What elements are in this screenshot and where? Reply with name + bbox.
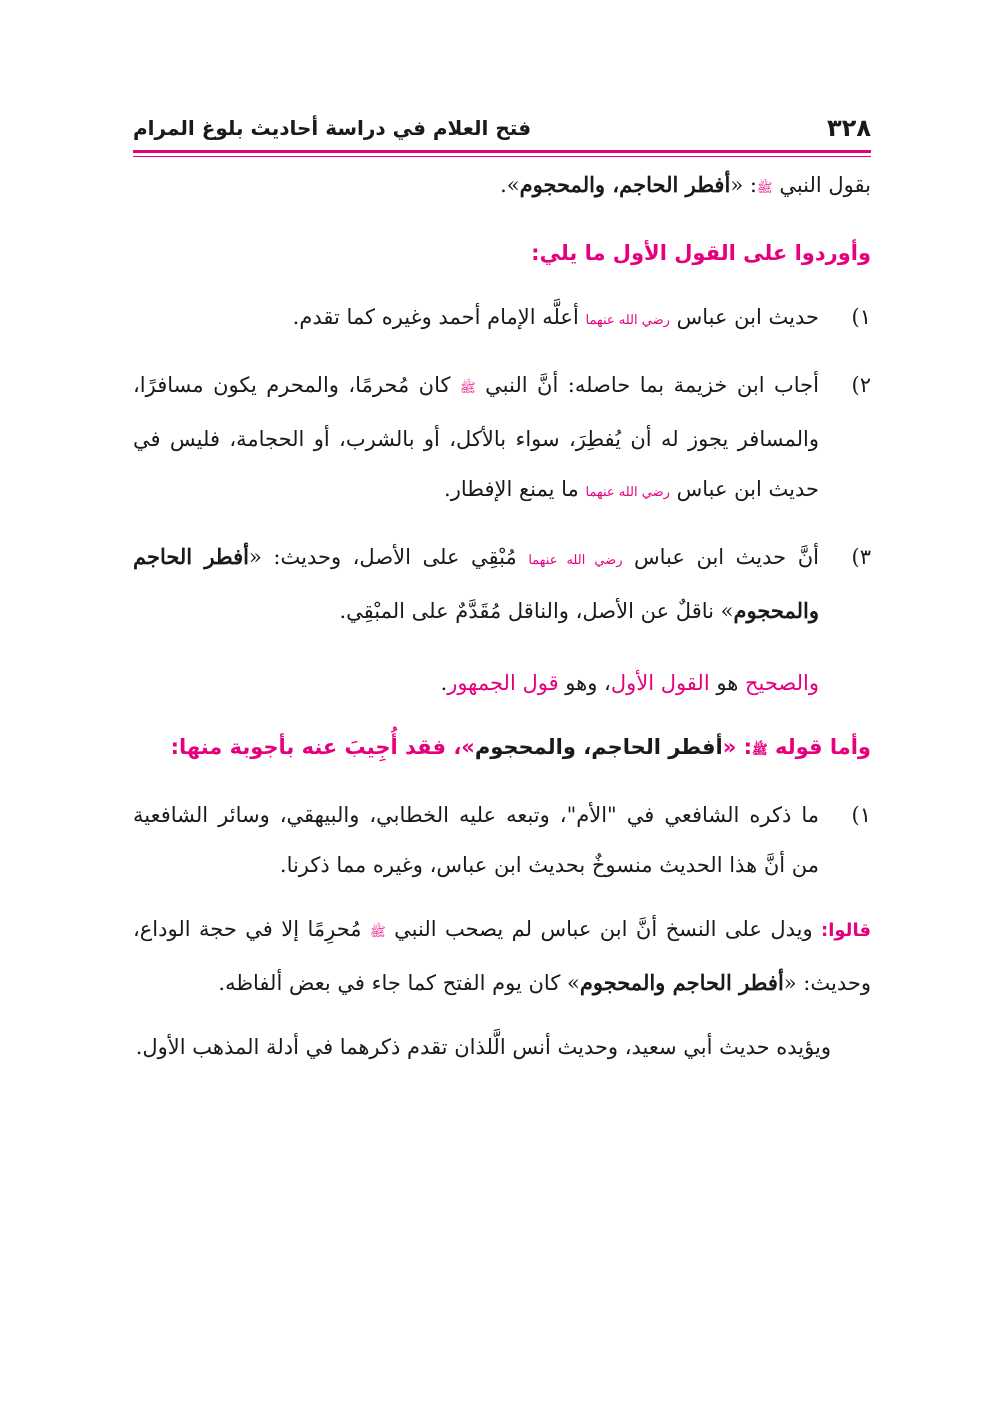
running-header bbox=[133, 112, 871, 148]
hadith-quote: أفطر الحاجم، والمحجوم bbox=[519, 172, 731, 197]
list-item: ٢) أجاب ابن خزيمة بما حاصله: أنَّ النبي ﷺ كان مُحرمًا، والمحرم يكون مسافرًا، والمسافر يجوز له أن يُفطِرَ، سواء بالأكل، أو بالشرب، أو الحجامة، فليس في حديث ابن عباس رضي الله عنهما ما يمنع الإفطار. bbox=[133, 360, 871, 518]
book-title: فتح العلام في دراسة أحاديث بلوغ المرام bbox=[133, 116, 532, 140]
honorific-ra-icon: رضي الله عنهما bbox=[585, 313, 670, 328]
header-rule-thin bbox=[133, 156, 871, 157]
section-heading-objections: وأوردوا على القول الأول ما يلي: bbox=[531, 241, 871, 265]
header-rule-thick bbox=[133, 150, 871, 153]
list-number: ١) bbox=[851, 305, 871, 329]
page-body bbox=[133, 160, 871, 1072]
list-item: ٣) أنَّ حديث ابن عباس رضي الله عنهما مُبْقِي على الأصل، وحديث: «أفطر الحاجم والمحجوم» ناقلٌ عن الأصل، والناقل مُقَدَّمٌ على المبْقِي. bbox=[133, 532, 871, 636]
list-number: ٣) bbox=[851, 545, 871, 569]
list-number: ٢) bbox=[851, 373, 871, 397]
honorific-saw-icon: ﷺ bbox=[369, 925, 386, 940]
hadith-quote: أفطر الحاجم والمحجوم bbox=[133, 544, 819, 623]
list-item: ١) حديث ابن عباس رضي الله عنهما أعلَّه الإمام أحمد وغيره كما تقدم. bbox=[133, 292, 871, 346]
honorific-saw-icon: ﷺ bbox=[459, 381, 476, 396]
qalu-label: قالوا: bbox=[821, 920, 871, 941]
honorific-ra-icon: رضي الله عنهما bbox=[585, 485, 670, 500]
paragraph-intro: بقول النبي ﷺ: «أفطر الحاجم، والمحجوم». bbox=[500, 172, 871, 197]
list-number: ١) bbox=[851, 803, 871, 827]
hadith-quote: أفطر الحاجم والمحجوم bbox=[579, 970, 784, 995]
paragraph-last: ويؤيده حديث أبي سعيد، وحديث أنس الَّلذان تقدم ذكرهما في أدلة المذهب الأول. bbox=[135, 1035, 831, 1059]
hadith-quote: أفطر الحاجم، والمحجوم bbox=[474, 735, 723, 759]
section-heading-answers: وأما قوله ﷺ: «أفطر الحاجم، والمحجوم»، فقد أُجِيبَ عنه بأجوبة منها: bbox=[170, 735, 871, 759]
page-number: ٣٢٨ bbox=[827, 114, 871, 142]
honorific-saw-icon: ﷺ bbox=[751, 743, 768, 758]
paragraph-qalu: قالوا: ويدل على النسخ أنَّ ابن عباس لم يصحب النبي ﷺ مُحرِمًا إلا في حجة الوداع، وحديث: «أفطر الحاجم والمحجوم» كان يوم الفتح كما جاء في بعض ألفاظه. bbox=[133, 917, 871, 995]
honorific-saw-icon: ﷺ bbox=[756, 181, 773, 196]
paragraph-sahih: والصحيح هو القول الأول، وهو قول الجمهور. bbox=[440, 671, 819, 695]
honorific-ra-icon: رضي الله عنهما bbox=[528, 553, 623, 568]
list-item: ١) ما ذكره الشافعي في "الأم"، وتبعه عليه الخطابي، والبيهقي، وسائر الشافعية من أنَّ هذا الحديث منسوخٌ بحديث ابن عباس، وغيره مما ذكرنا. bbox=[133, 790, 871, 890]
